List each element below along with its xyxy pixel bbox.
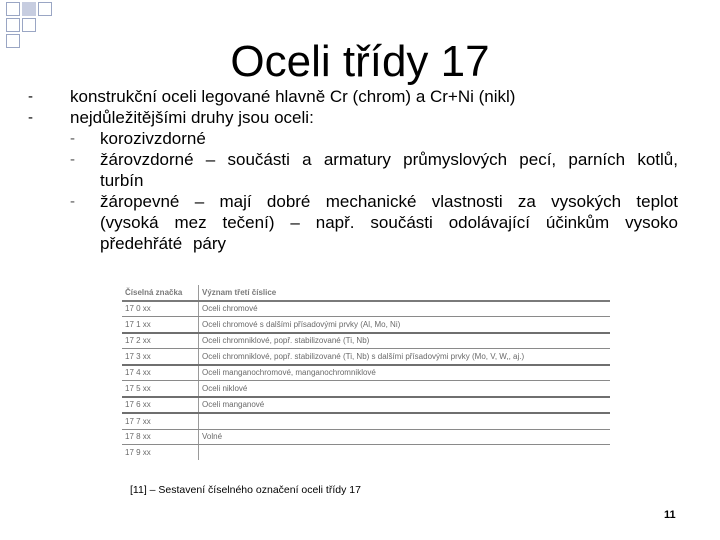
table-cell-meaning — [199, 413, 611, 429]
table-cell-meaning: Volné — [199, 429, 611, 445]
table-row — [122, 301, 610, 317]
column-header: Číselná značka — [122, 285, 199, 301]
table-cell-code: 17 6 xx — [122, 397, 199, 414]
table-row — [122, 333, 610, 349]
table-cell-meaning: Oceli chromniklové, popř. stabilizované (Ti, Nb) s dalšími přísadovými prvky (Mo, V, W,, aj.) — [199, 349, 611, 365]
table-row — [122, 413, 610, 429]
slide-title: Oceli třídy 17 — [230, 37, 490, 86]
table-row — [122, 381, 610, 397]
table-cell-code: 17 1 xx — [122, 317, 199, 333]
table-cell-code: 17 2 xx — [122, 333, 199, 349]
table-cell-meaning: Oceli chromové — [199, 301, 611, 317]
table-cell-meaning: Oceli manganové — [199, 397, 611, 414]
table-cell-code: 17 7 xx — [122, 413, 199, 429]
table-cell-code: 17 3 xx — [122, 349, 199, 365]
table-cell-code: 17 0 xx — [122, 301, 199, 317]
table-cell-meaning: Oceli chromniklové, popř. stabilizované (Ti, Nb) — [199, 333, 611, 349]
subbullet-item — [28, 128, 678, 149]
subbullet-text: žárovzdorné – součásti a armatury průmyslových pecí, parních kotlů, turbín — [100, 150, 678, 190]
decor-square — [22, 2, 36, 16]
table-row — [122, 429, 610, 445]
bullet-marker: - — [70, 151, 75, 168]
subbullet-text: korozivzdorné — [100, 129, 206, 148]
bullet-marker: - — [70, 193, 75, 210]
steel-code-table — [122, 285, 610, 460]
table-row — [122, 317, 610, 333]
bullet-item — [28, 107, 678, 128]
table-row — [122, 365, 610, 381]
bullet-marker: - — [70, 130, 75, 147]
subbullet-item — [28, 149, 678, 191]
subbullet-text: žáropevné – mají dobré mechanické vlastnosti za vysokých teplot (vysoká mez tečení) – např. součásti odolávající účinkům vysoko předehřáté páry — [100, 192, 678, 253]
table-cell-meaning: Oceli manganochromové, manganochromniklové — [199, 365, 611, 381]
table-row — [122, 397, 610, 414]
table-row — [122, 445, 610, 460]
table-cell-meaning — [199, 445, 611, 460]
column-header: Význam třetí číslice — [199, 285, 611, 301]
decor-square — [38, 2, 52, 16]
table-row — [122, 349, 610, 365]
decor-square — [22, 18, 36, 32]
table-cell-meaning: Oceli niklové — [199, 381, 611, 397]
bullet-marker: - — [28, 109, 33, 126]
page-number: 11 — [664, 509, 676, 521]
table-cell-code: 17 4 xx — [122, 365, 199, 381]
bullet-text: konstrukční oceli legované hlavně Cr (chrom) a Cr+Ni (nikl) — [70, 87, 516, 106]
subbullet-item — [28, 191, 678, 254]
decor-square — [6, 18, 20, 32]
bullet-item — [28, 86, 678, 107]
table-caption: [11] – Sestavení číselného označení oceli třídy 17 — [130, 484, 361, 496]
table-cell-code: 17 5 xx — [122, 381, 199, 397]
table-cell-meaning: Oceli chromové s dalšími přísadovými prvky (Al, Mo, Ni) — [199, 317, 611, 333]
bullet-marker: - — [28, 88, 33, 105]
table-cell-code: 17 8 xx — [122, 429, 199, 445]
decor-square — [6, 2, 20, 16]
table-header-row — [122, 285, 610, 301]
bullet-text: nejdůležitějšími druhy jsou oceli: — [70, 108, 314, 127]
bullet-list — [28, 86, 678, 254]
table-cell-code: 17 9 xx — [122, 445, 199, 460]
